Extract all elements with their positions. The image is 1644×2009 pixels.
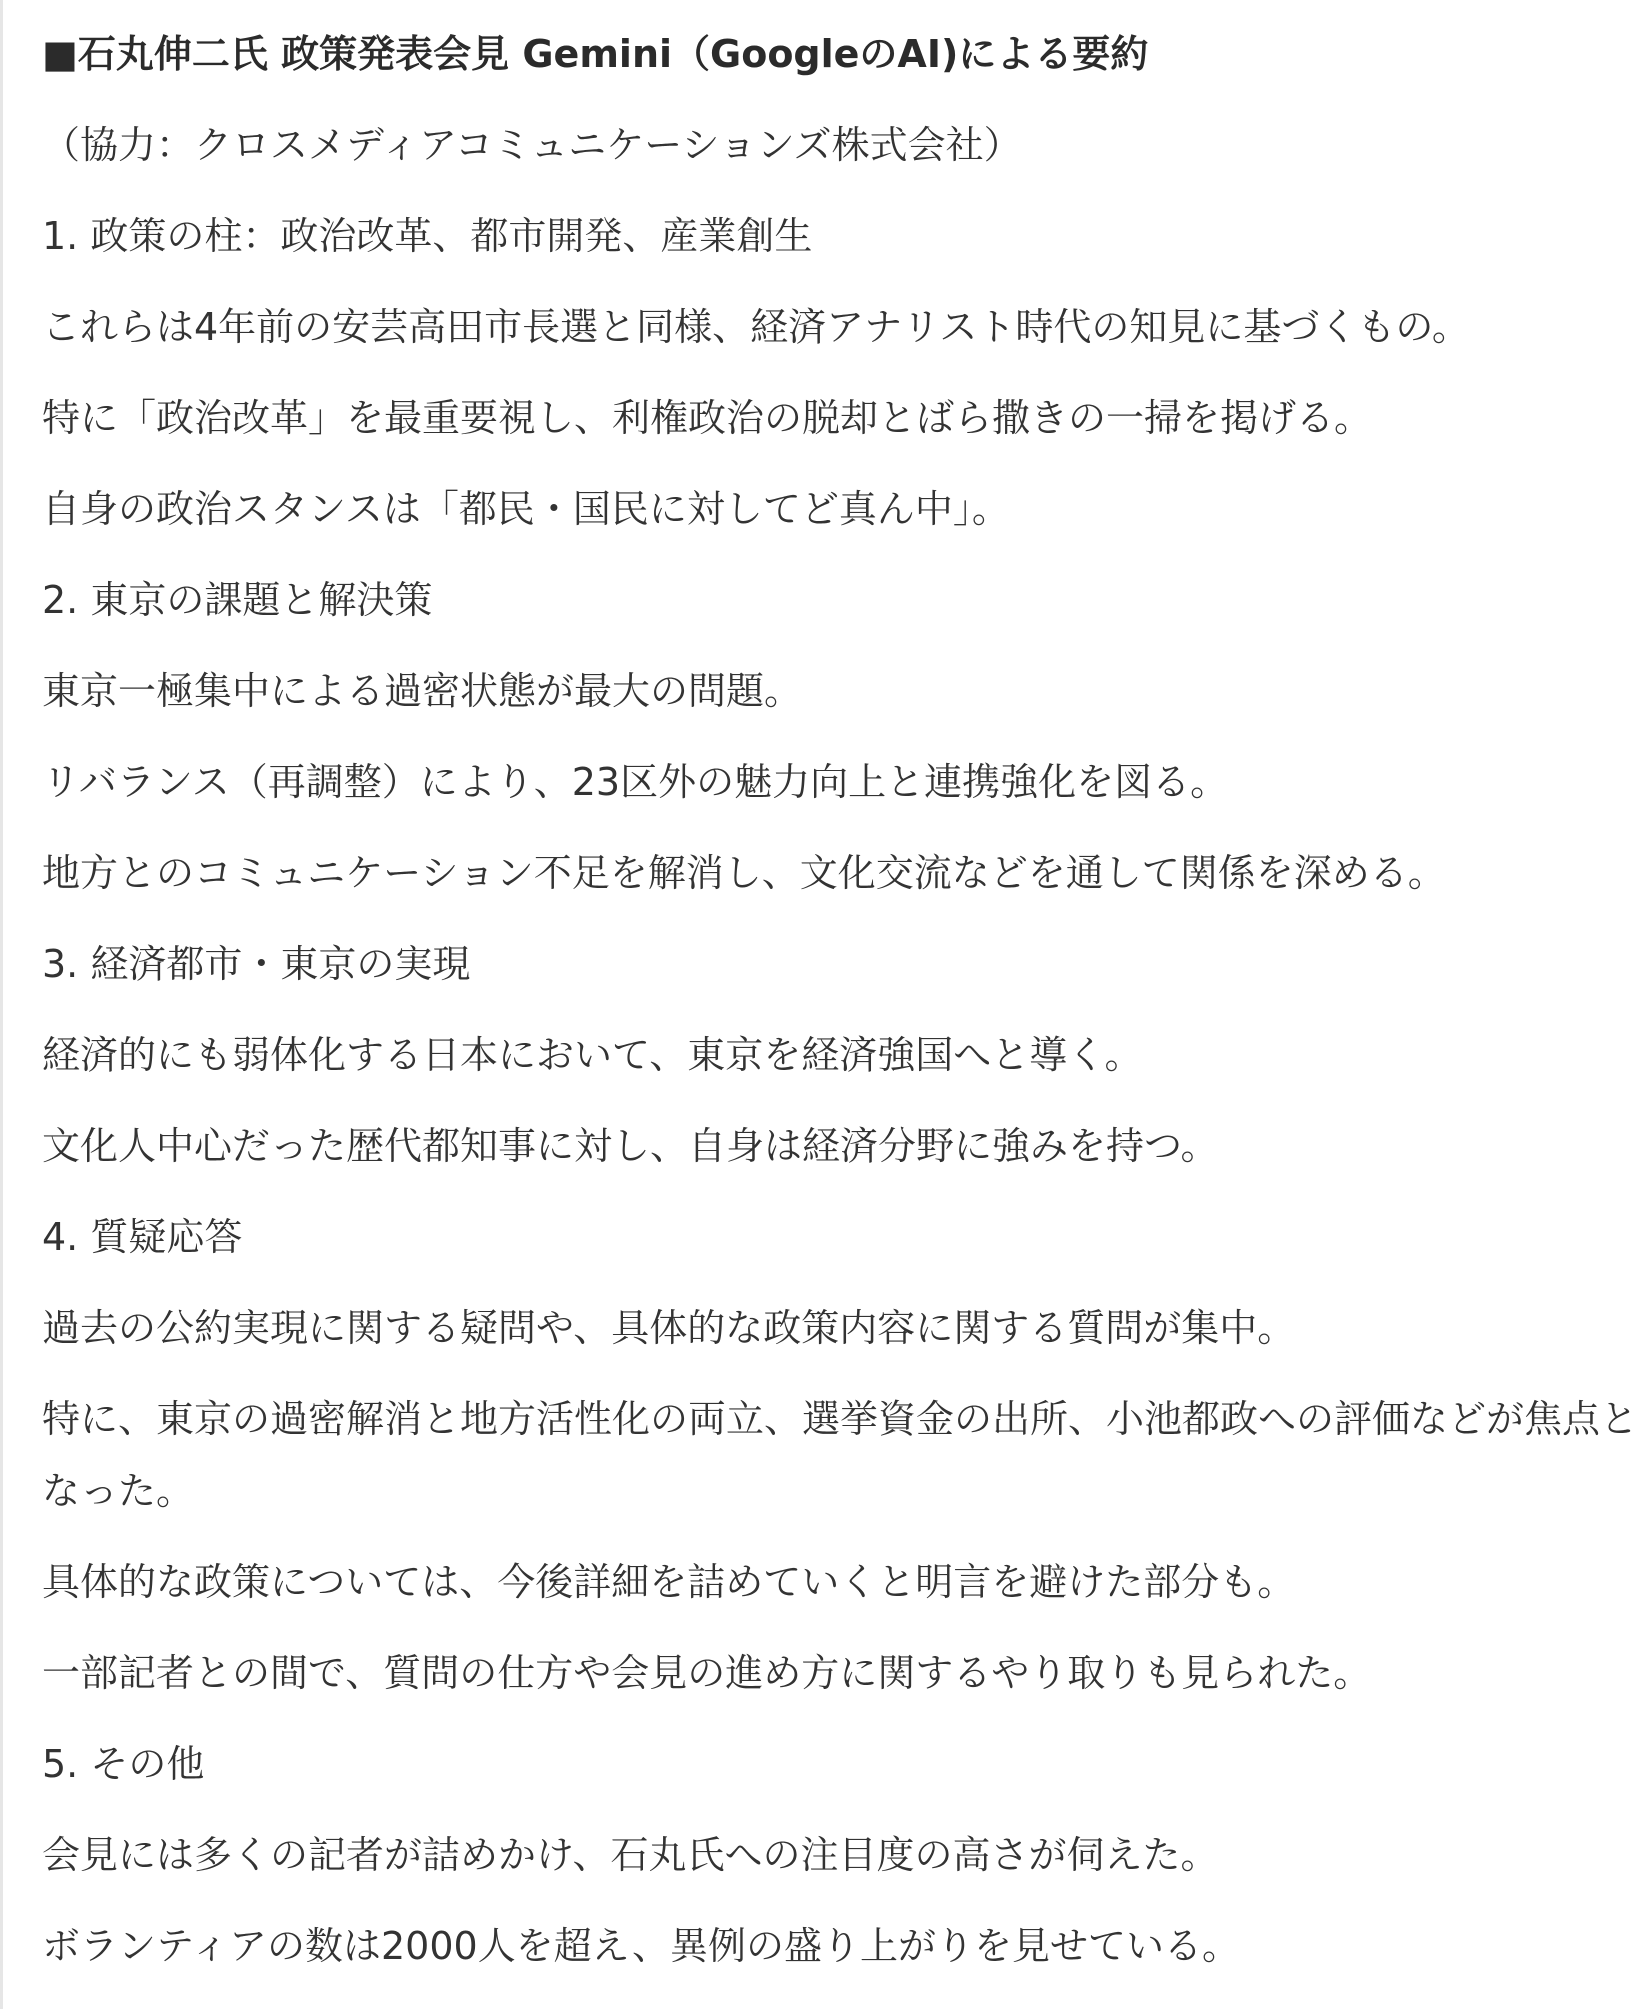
article-body — [42, 26, 1642, 2009]
section-heading: 4. 質疑応答 — [42, 1215, 243, 1259]
credit-line: （協力：クロスメディアコミュニケーションズ株式会社） — [42, 123, 1022, 167]
paragraph: 特に「政治改革」を最重要視し、利権政治の脱却とばら撒きの一掃を掲げる。 — [42, 396, 1373, 440]
section-4 — [42, 1209, 1642, 1701]
section-2 — [42, 572, 1642, 901]
paragraph: 過去の公約実現に関する疑問や、具体的な政策内容に関する質問が集中。 — [42, 1306, 1296, 1350]
article-title: ■石丸伸二氏 政策発表会見 Gemini（GoogleのAI)による要約 — [42, 32, 1149, 76]
section-heading: 5. その他 — [42, 1742, 205, 1786]
section-1 — [42, 208, 1642, 537]
paragraph: リバランス（再調整）により、23区外の魅力向上と連携強化を図る。 — [42, 760, 1229, 804]
section-5 — [42, 1736, 1642, 1974]
paragraph: 経済的にも弱体化する日本において、東京を経済強国へと導く。 — [42, 1033, 1143, 1077]
paragraph: 特に、東京の過密解消と地方活性化の両立、選挙資金の出所、小池都政への評価などが焦点となった。 — [42, 1397, 1639, 1513]
paragraph: 地方とのコミュニケーション不足を解消し、文化交流などを通して関係を深める。 — [42, 851, 1446, 895]
section-3 — [42, 936, 1642, 1174]
paragraph: 東京一極集中による過密状態が最大の問題。 — [42, 669, 803, 713]
paragraph: 自身の政治スタンスは「都民・国民に対してど真ん中」。 — [42, 487, 1010, 531]
paragraph: 会見には多くの記者が詰めかけ、石丸氏への注目度の高さが伺えた。 — [42, 1833, 1219, 1877]
left-border — [0, 0, 3, 2009]
section-heading: 3. 経済都市・東京の実現 — [42, 942, 471, 986]
paragraph: 具体的な政策については、今後詳細を詰めていくと明言を避けた部分も。 — [42, 1560, 1296, 1604]
paragraph: 一部記者との間で、質問の仕方や会見の進め方に関するやり取りも見られた。 — [42, 1651, 1372, 1695]
section-heading: 2. 東京の課題と解決策 — [42, 578, 433, 622]
paragraph: これらは4年前の安芸高田市長選と同様、経済アナリスト時代の知見に基づくもの。 — [42, 305, 1470, 349]
paragraph: ボランティアの数は2000人を超え、異例の盛り上がりを見せている。 — [42, 1924, 1240, 1968]
paragraph: 文化人中心だった歴代都知事に対し、自身は経済分野に強みを持つ。 — [42, 1124, 1219, 1168]
section-heading: 1. 政策の柱：政治改革、都市開発、産業創生 — [42, 214, 813, 258]
